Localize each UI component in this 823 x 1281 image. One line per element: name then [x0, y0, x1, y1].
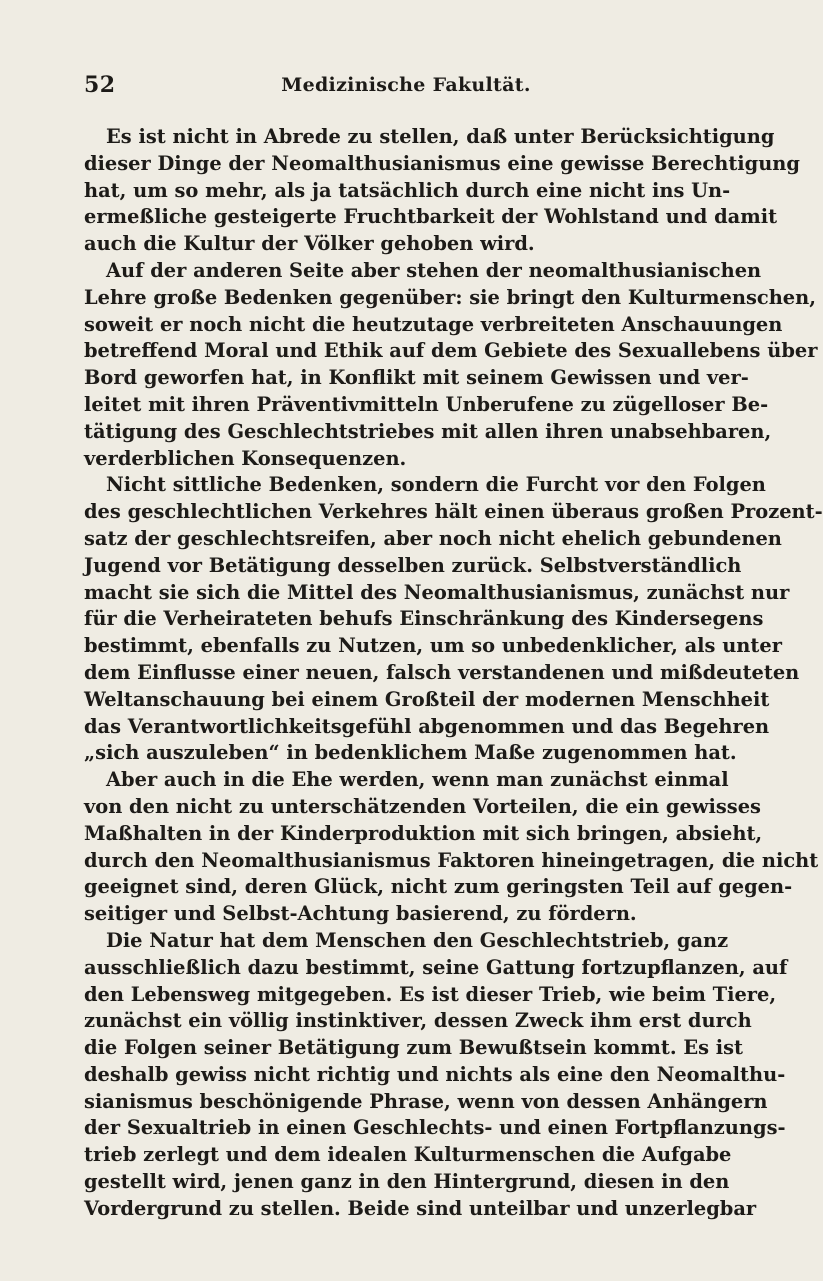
text-line: ermeßliche gesteigerte Fruchtbarkeit der Wohlstand und damit — [84, 205, 778, 229]
paragraph — [84, 472, 823, 767]
text-line: Die Natur hat dem Menschen den Geschlechtstrieb, ganz — [106, 928, 729, 952]
text-line: von den nicht zu unterschätzenden Vorteilen, die ein gewisses — [84, 794, 761, 818]
text-line: Lehre große Bedenken gegenüber: sie bringt den Kulturmenschen, — [84, 285, 816, 309]
text-line: Maßhalten in der Kinderproduktion mit sich bringen, absieht, — [84, 821, 763, 845]
text-line: dieser Dinge der Neomalthusianismus eine gewisse Berechtigung — [84, 151, 800, 175]
text-line: Auf der anderen Seite aber stehen der neomalthusianischen — [106, 258, 762, 282]
text-line: die Folgen seiner Betätigung zum Bewußtsein kommt. Es ist — [84, 1036, 744, 1060]
text-line: sianismus beschönigende Phrase, wenn von dessen Anhängern — [84, 1089, 768, 1113]
text-line: betreffend Moral und Ethik auf dem Gebiete des Sexuallebens über — [84, 339, 818, 363]
text-line: satz der geschlechtsreifen, aber noch nicht ehelich gebundenen — [84, 526, 782, 550]
text-line: tätigung des Geschlechtstriebes mit allen ihren unabsehbaren, — [84, 419, 772, 443]
text-line: verderblichen Konsequenzen. — [84, 446, 407, 470]
text-line: auch die Kultur der Völker gehoben wird. — [84, 232, 535, 256]
text-line: trieb zerlegt und dem idealen Kulturmenschen die Aufgabe — [84, 1143, 732, 1167]
running-title: Medizinische Fakultät. — [281, 74, 531, 96]
text-line: bestimmt, ebenfalls zu Nutzen, um so unbedenklicher, als unter — [84, 634, 782, 658]
paragraph — [84, 928, 788, 1223]
paragraph — [84, 124, 800, 258]
paragraph — [84, 767, 819, 928]
text-line: zunächst ein völlig instinktiver, dessen Zweck ihm erst durch — [84, 1009, 752, 1033]
text-line: „sich auszuleben“ in bedenklichem Maße zugenommen hat. — [84, 741, 737, 765]
text-line: das Verantwortlichkeitsgefühl abgenommen und das Begehren — [84, 714, 770, 738]
text-line: Bord geworfen hat, in Konflikt mit seinem Gewissen und ver- — [84, 366, 749, 390]
text-line: Vordergrund zu stellen. Beide sind unteilbar und unzerlegbar — [84, 1196, 757, 1220]
text-line: seitiger und Selbst-Achtung basierend, zu fördern. — [84, 902, 637, 926]
text-line: soweit er noch nicht die heutzutage verbreiteten Anschauungen — [84, 312, 783, 336]
text-line: Nicht sittliche Bedenken, sondern die Furcht vor den Folgen — [106, 473, 766, 497]
paragraph — [84, 258, 818, 472]
text-line: der Sexualtrieb in einen Geschlechts- und einen Fortpflanzungs- — [84, 1116, 786, 1140]
text-line: Aber auch in die Ehe werden, wenn man zunächst einmal — [106, 768, 729, 792]
text-line: Weltanschauung bei einem Großteil der modernen Menschheit — [84, 687, 770, 711]
body-text — [84, 124, 823, 1223]
text-line: hat, um so mehr, als ja tatsächlich durch eine nicht ins Un- — [84, 178, 731, 202]
text-line: geeignet sind, deren Glück, nicht zum geringsten Teil auf gegen- — [84, 875, 793, 899]
page-number: 52 — [84, 72, 116, 98]
text-line: dem Einflusse einer neuen, falsch verstandenen und mißdeuteten — [84, 660, 800, 684]
text-line: Es ist nicht in Abrede zu stellen, daß unter Berücksichtigung — [106, 125, 775, 148]
text-line: durch den Neomalthusianismus Faktoren hineingetragen, die nicht — [84, 848, 819, 872]
text-line: gestellt wird, jenen ganz in den Hintergrund, diesen in den — [84, 1170, 730, 1194]
text-line: für die Verheirateten behufs Einschränkung des Kindersegens — [84, 607, 764, 631]
text-line: leitet mit ihren Präventivmitteln Unberufene zu zügelloser Be- — [84, 392, 769, 416]
text-line: Jugend vor Betätigung desselben zurück. Selbstverständlich — [84, 553, 742, 577]
text-line: deshalb gewiss nicht richtig und nichts als eine den Neomalthu- — [84, 1062, 786, 1086]
text-line: macht sie sich die Mittel des Neomalthusianismus, zunächst nur — [84, 580, 790, 604]
text-line: den Lebensweg mitgegeben. Es ist dieser Trieb, wie beim Tiere, — [84, 982, 777, 1006]
text-line: ausschließlich dazu bestimmt, seine Gattung fortzupflanzen, auf — [84, 955, 788, 979]
running-header — [84, 72, 728, 106]
text-line: des geschlechtlichen Verkehres hält einen überaus großen Prozent- — [84, 500, 823, 524]
